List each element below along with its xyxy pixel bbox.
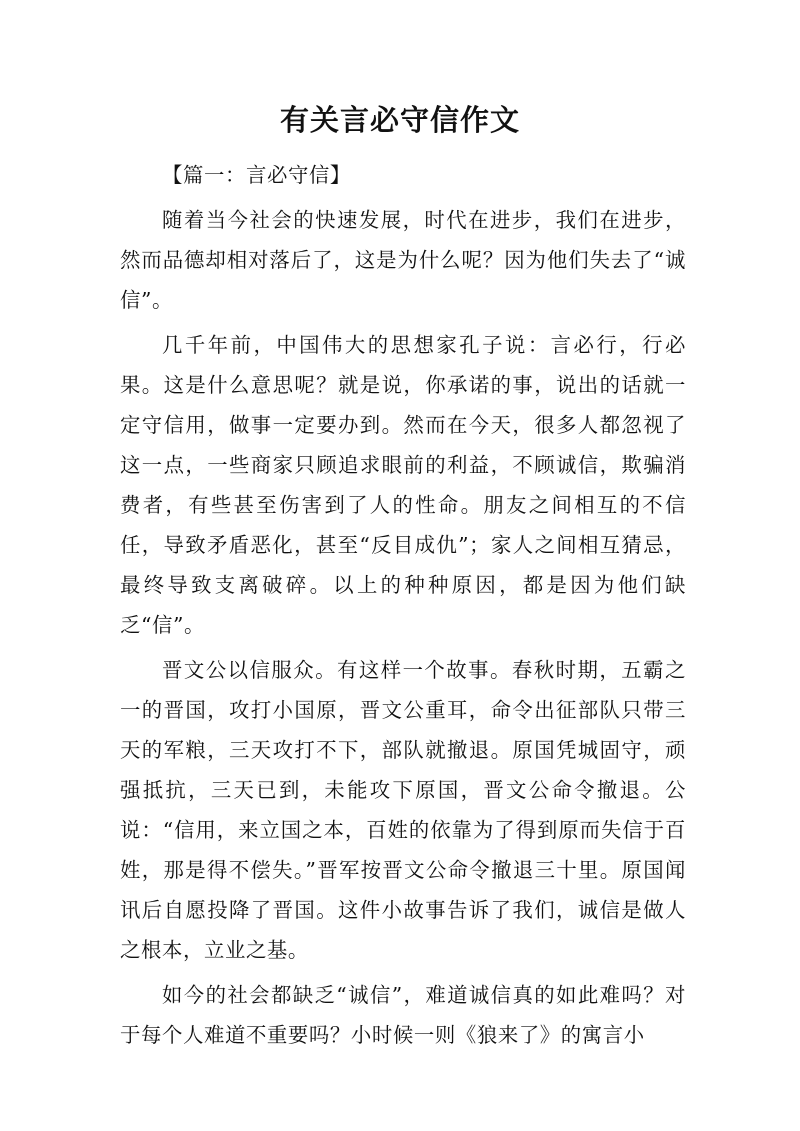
section-heading: 【篇一：言必守信】 (162, 163, 351, 187)
paragraph: 晋文公以信服众。有这样一个故事。春秋时期，五霸之一的晋国，攻打小国原，晋文公重耳，命令出征部队只带三天的军粮，三天攻打不下，部队就撤退。原国凭城固守，顽强抵抗，三天已到，未能攻下原国，晋文公命令撤退。公说：“信用，来立国之本，百姓的依靠为了得到原而失信于百姓，那是得不偿失。”晋军按晋文公命令撤退三十里。原国闻讯后自愿投降了晋国。这件小故事告诉了我们，诚信是做人之根本，立业之基。 (120, 658, 686, 962)
document-body (120, 155, 686, 1055)
paragraph: 随着当今社会的快速发展，时代在进步，我们在进步，然而品德却相对落后了，这是为什么呢？因为他们失去了“诚信”。 (120, 208, 686, 312)
paragraph: 如今的社会都缺乏“诚信”，难道诚信真的如此难吗？对于每个人难道不重要吗？小时候一则《狼来了》的寓言小 (120, 983, 686, 1047)
paragraph: 几千年前，中国伟大的思想家孔子说：言必行，行必果。这是什么意思呢？就是说，你承诺的事，说出的话就一定守信用，做事一定要办到。然而在今天，很多人都忽视了这一点，一些商家只顾追求眼前的利益，不顾诚信，欺骗消费者，有些甚至伤害到了人的性命。朋友之间相互的不信任，导致矛盾恶化，甚至“反目成仇”；家人之间相互猜忌，最终导致支离破碎。以上的种种原因，都是因为他们缺乏“信”。 (120, 333, 686, 637)
document-title: 有关言必守信作文 (279, 103, 520, 137)
